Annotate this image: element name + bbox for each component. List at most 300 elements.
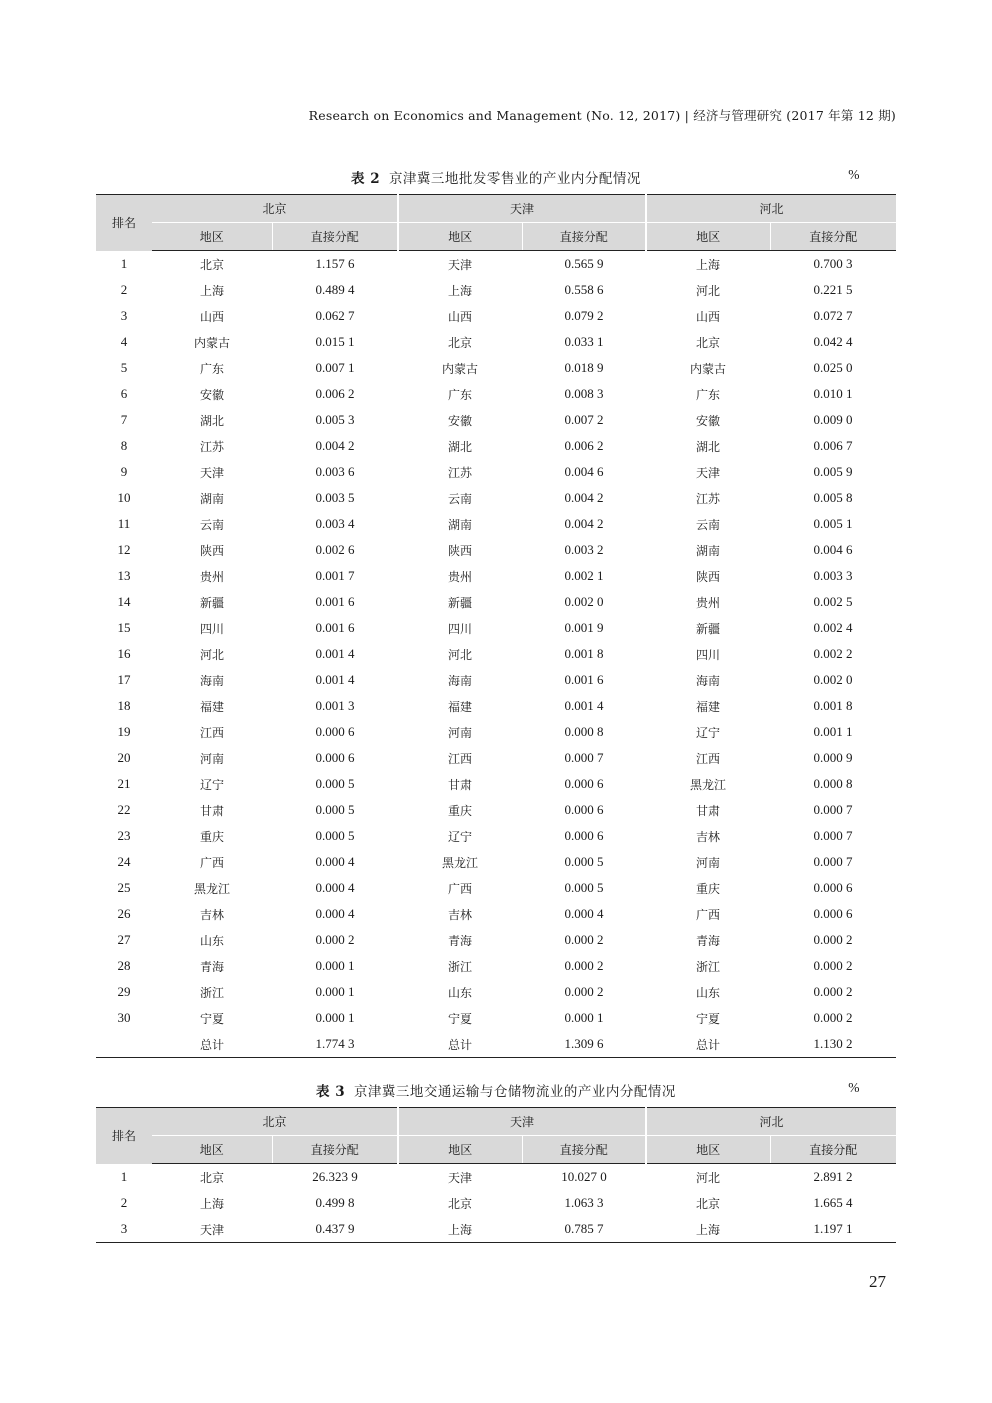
beijing-region-cell: 黑龙江 [193, 881, 230, 896]
rank-header: 排名 [96, 195, 152, 251]
hebei-region-cell: 浙江 [696, 959, 721, 974]
tianjin-value-cell: 0.001 8 [564, 646, 604, 661]
table-row [96, 797, 896, 823]
table-row [96, 667, 896, 693]
beijing-value-cell: 0.003 5 [315, 490, 355, 505]
hebei-value-cell: 0.000 2 [813, 1010, 853, 1025]
hebei-value-cell: 0.000 7 [813, 854, 853, 869]
hebei-region-cell: 河南 [696, 855, 721, 870]
table-3-number: 表 3 [316, 1084, 346, 1100]
table-2-title: 京津冀三地批发零售业的产业内分配情况 [388, 171, 641, 187]
rank-cell: 12 [117, 542, 131, 557]
rank-header: 排名 [96, 1108, 152, 1164]
hebei-value-cell: 0.006 7 [813, 438, 853, 453]
beijing-value-cell: 0.001 4 [315, 672, 355, 687]
table-row [96, 303, 896, 329]
region-header: 地区 [646, 1136, 770, 1164]
table-row [96, 927, 896, 953]
beijing-region-cell: 云南 [199, 517, 224, 532]
table-2-caption [96, 167, 896, 187]
tianjin-region-cell: 宁夏 [448, 1011, 473, 1026]
table-3 [96, 1107, 896, 1243]
hebei-region-cell: 黑龙江 [690, 777, 727, 792]
direct-allocation-header: 直接分配 [522, 1136, 646, 1164]
beijing-value-cell: 0.001 3 [315, 698, 355, 713]
beijing-value-cell: 0.003 6 [315, 464, 355, 479]
hebei-region-cell: 云南 [696, 517, 721, 532]
tianjin-value-cell: 0.001 9 [564, 620, 604, 635]
rank-cell: 10 [117, 490, 131, 505]
table-row [96, 407, 896, 433]
tianjin-value-cell: 0.002 1 [564, 568, 604, 583]
hebei-value-cell: 0.010 1 [813, 386, 853, 401]
tianjin-value-cell: 0.007 2 [564, 412, 604, 427]
hebei-value-cell: 0.005 1 [813, 516, 853, 531]
hebei-region-cell: 山东 [696, 985, 721, 1000]
rank-cell: 22 [117, 802, 131, 817]
hebei-region-cell: 河北 [696, 1170, 721, 1185]
beijing-region-cell: 广西 [199, 855, 224, 870]
beijing-region-cell: 北京 [199, 1170, 224, 1185]
hebei-region-cell: 青海 [696, 933, 721, 948]
tianjin-region-cell: 北京 [448, 335, 473, 350]
table-row [96, 433, 896, 459]
beijing-region-cell: 湖南 [199, 491, 224, 506]
table-row [96, 719, 896, 745]
tianjin-region-cell: 广西 [448, 881, 473, 896]
tianjin-value-cell: 0.000 4 [564, 906, 604, 921]
beijing-region-cell: 甘肃 [199, 803, 224, 818]
beijing-value-cell: 0.489 4 [315, 282, 355, 297]
table-row [96, 641, 896, 667]
hebei-region-cell: 广西 [696, 907, 721, 922]
beijing-region-cell: 浙江 [199, 985, 224, 1000]
hebei-value-cell: 1.130 2 [770, 1031, 896, 1058]
direct-allocation-header: 直接分配 [770, 1136, 896, 1164]
beijing-region-cell: 上海 [199, 283, 224, 298]
hebei-value-cell: 0.000 2 [813, 984, 853, 999]
table-row [96, 381, 896, 407]
tianjin-region-cell: 江苏 [448, 465, 473, 480]
direct-allocation-header: 直接分配 [522, 223, 646, 251]
rank-cell: 25 [117, 880, 131, 895]
rank-cell: 11 [117, 516, 131, 531]
hebei-region-cell: 四川 [696, 647, 721, 662]
hebei-region-cell: 广东 [696, 387, 721, 402]
tianjin-value-cell: 0.001 4 [564, 698, 604, 713]
hebei-value-cell: 2.891 2 [813, 1169, 853, 1184]
beijing-region-cell: 广东 [199, 361, 224, 376]
hebei-value-cell: 0.009 0 [813, 412, 853, 427]
tianjin-region-cell: 山西 [448, 309, 473, 324]
hebei-region-cell: 山西 [696, 309, 721, 324]
page-number: 27 [869, 1272, 886, 1291]
tianjin-region-cell: 四川 [448, 621, 473, 636]
rank-cell: 14 [117, 594, 131, 609]
tianjin-region-cell: 安徽 [448, 413, 473, 428]
tianjin-region-cell: 云南 [448, 491, 473, 506]
hebei-region-cell: 贵州 [696, 595, 721, 610]
beijing-region-cell: 吉林 [199, 907, 224, 922]
tianjin-region-cell: 湖北 [448, 439, 473, 454]
beijing-value-cell: 0.005 3 [315, 412, 355, 427]
tianjin-value-cell: 0.002 0 [564, 594, 604, 609]
table-row [96, 277, 896, 303]
rank-cell [96, 1031, 152, 1058]
running-head: Research on Economics and Management (No. 12, 2017) | 经济与管理研究 (2017 年第 12 期) [308, 108, 896, 123]
hebei-value-cell: 0.000 9 [813, 750, 853, 765]
tianjin-value-cell: 0.000 6 [564, 802, 604, 817]
tianjin-value-cell: 0.000 6 [564, 776, 604, 791]
hebei-value-cell: 0.000 6 [813, 880, 853, 895]
hebei-region-cell: 陕西 [696, 569, 721, 584]
rank-cell: 18 [117, 698, 131, 713]
tianjin-value-cell: 0.001 6 [564, 672, 604, 687]
tianjin-value-cell: 0.785 7 [522, 1216, 646, 1243]
tianjin-value-cell: 0.000 7 [564, 750, 604, 765]
beijing-region-cell: 辽宁 [199, 777, 224, 792]
tianjin-value-cell: 1.309 6 [522, 1031, 646, 1058]
beijing-value-cell: 1.157 6 [315, 256, 355, 271]
table-row [96, 459, 896, 485]
table-row [96, 1031, 896, 1058]
tianjin-region-cell: 吉林 [448, 907, 473, 922]
tianjin-value-cell: 1.063 3 [564, 1195, 604, 1210]
beijing-region-cell: 新疆 [199, 595, 224, 610]
hebei-value-cell: 0.005 9 [813, 464, 853, 479]
beijing-value-cell: 0.000 6 [315, 724, 355, 739]
group-header-tianjin: 天津 [398, 1108, 646, 1136]
rank-cell: 26 [117, 906, 131, 921]
hebei-value-cell: 0.000 2 [813, 958, 853, 973]
beijing-region-cell: 福建 [199, 699, 224, 714]
beijing-region-cell: 总计 [152, 1031, 272, 1058]
table-row [96, 823, 896, 849]
table-row [96, 485, 896, 511]
table-row [96, 979, 896, 1005]
table-row [96, 251, 896, 278]
beijing-value-cell: 0.000 1 [315, 984, 355, 999]
table-row [96, 537, 896, 563]
hebei-value-cell: 0.700 3 [813, 256, 853, 271]
tianjin-value-cell: 0.018 9 [564, 360, 604, 375]
rank-cell: 29 [117, 984, 131, 999]
rank-cell: 27 [117, 932, 131, 947]
tianjin-region-cell: 上海 [398, 1216, 522, 1243]
table-row [96, 563, 896, 589]
hebei-region-cell: 福建 [696, 699, 721, 714]
beijing-region-cell: 安徽 [199, 387, 224, 402]
rank-cell: 30 [117, 1010, 131, 1025]
beijing-region-cell: 贵州 [199, 569, 224, 584]
rank-cell: 1 [120, 1168, 128, 1184]
rank-cell: 3 [96, 1216, 152, 1243]
tianjin-region-cell: 内蒙古 [442, 361, 479, 376]
table-row [96, 1164, 896, 1191]
tianjin-region-cell: 上海 [448, 283, 473, 298]
tianjin-value-cell: 0.008 3 [564, 386, 604, 401]
hebei-value-cell: 0.002 2 [813, 646, 853, 661]
tianjin-value-cell: 0.000 2 [564, 984, 604, 999]
hebei-region-cell: 上海 [696, 257, 721, 272]
tianjin-value-cell: 0.000 6 [564, 828, 604, 843]
tianjin-region-cell: 辽宁 [448, 829, 473, 844]
beijing-value-cell: 0.000 4 [315, 906, 355, 921]
beijing-region-cell: 四川 [199, 621, 224, 636]
tianjin-value-cell: 0.000 8 [564, 724, 604, 739]
tianjin-value-cell: 10.027 0 [561, 1169, 607, 1184]
tianjin-region-cell: 广东 [448, 387, 473, 402]
table-row [96, 953, 896, 979]
hebei-region-cell: 内蒙古 [690, 361, 727, 376]
rank-cell: 1 [120, 255, 128, 271]
hebei-region-cell: 总计 [646, 1031, 770, 1058]
hebei-value-cell: 0.003 3 [813, 568, 853, 583]
beijing-region-cell: 陕西 [199, 543, 224, 558]
tianjin-region-cell: 新疆 [448, 595, 473, 610]
table-row [96, 771, 896, 797]
hebei-region-cell: 重庆 [696, 881, 721, 896]
rank-cell: 21 [117, 776, 131, 791]
hebei-region-cell: 河北 [696, 283, 721, 298]
hebei-region-cell: 吉林 [696, 829, 721, 844]
beijing-region-cell: 上海 [199, 1196, 224, 1211]
hebei-value-cell: 0.042 4 [813, 334, 853, 349]
hebei-value-cell: 1.197 1 [770, 1216, 896, 1243]
rank-cell: 6 [120, 386, 128, 401]
beijing-region-cell: 山东 [199, 933, 224, 948]
hebei-value-cell: 0.002 4 [813, 620, 853, 635]
tianjin-value-cell: 0.003 2 [564, 542, 604, 557]
region-header: 地区 [646, 223, 770, 251]
tianjin-value-cell: 0.079 2 [564, 308, 604, 323]
region-header: 地区 [398, 1136, 522, 1164]
hebei-value-cell: 0.000 8 [813, 776, 853, 791]
beijing-value-cell: 0.015 1 [315, 334, 355, 349]
table-row [96, 589, 896, 615]
beijing-region-cell: 天津 [152, 1216, 272, 1243]
tianjin-region-cell: 江西 [448, 751, 473, 766]
beijing-value-cell: 0.006 2 [315, 386, 355, 401]
tianjin-value-cell: 0.000 1 [564, 1010, 604, 1025]
hebei-region-cell: 甘肃 [696, 803, 721, 818]
tianjin-value-cell: 0.000 5 [564, 854, 604, 869]
hebei-value-cell: 0.221 5 [813, 282, 853, 297]
hebei-region-cell: 新疆 [696, 621, 721, 636]
tianjin-region-cell: 北京 [448, 1196, 473, 1211]
hebei-region-cell: 北京 [696, 335, 721, 350]
table-row [96, 511, 896, 537]
beijing-value-cell: 0.002 6 [315, 542, 355, 557]
rank-cell: 8 [120, 438, 128, 453]
rank-cell: 17 [117, 672, 131, 687]
table-row [96, 1005, 896, 1031]
table-row [96, 875, 896, 901]
direct-allocation-header: 直接分配 [272, 223, 398, 251]
beijing-value-cell: 0.000 1 [315, 1010, 355, 1025]
tianjin-region-cell: 福建 [448, 699, 473, 714]
rank-cell: 28 [117, 958, 131, 973]
rank-cell: 16 [117, 646, 131, 661]
rank-cell: 23 [117, 828, 131, 843]
hebei-value-cell: 0.002 0 [813, 672, 853, 687]
tianjin-value-cell: 0.000 2 [564, 958, 604, 973]
beijing-value-cell: 0.000 5 [315, 776, 355, 791]
hebei-value-cell: 0.005 8 [813, 490, 853, 505]
hebei-region-cell: 宁夏 [696, 1011, 721, 1026]
group-header-hebei: 河北 [646, 195, 896, 223]
beijing-region-cell: 内蒙古 [193, 335, 230, 350]
table-2-number: 表 2 [351, 171, 381, 187]
beijing-value-cell: 0.001 7 [315, 568, 355, 583]
tianjin-region-cell: 贵州 [448, 569, 473, 584]
group-header-tianjin: 天津 [398, 195, 646, 223]
table-row [96, 355, 896, 381]
rank-cell: 24 [117, 854, 131, 869]
hebei-value-cell: 0.002 5 [813, 594, 853, 609]
hebei-value-cell: 0.000 2 [813, 932, 853, 947]
beijing-value-cell: 0.437 9 [272, 1216, 398, 1243]
hebei-value-cell: 1.665 4 [813, 1195, 853, 1210]
hebei-value-cell: 0.025 0 [813, 360, 853, 375]
beijing-value-cell: 26.323 9 [312, 1169, 358, 1184]
hebei-region-cell: 湖南 [696, 543, 721, 558]
hebei-region-cell: 江苏 [696, 491, 721, 506]
rank-cell: 9 [120, 464, 128, 479]
hebei-region-cell: 天津 [696, 465, 721, 480]
hebei-region-cell: 安徽 [696, 413, 721, 428]
tianjin-region-cell: 湖南 [448, 517, 473, 532]
beijing-value-cell: 0.001 4 [315, 646, 355, 661]
rank-cell: 3 [120, 308, 128, 323]
hebei-region-cell: 海南 [696, 673, 721, 688]
rank-cell: 7 [120, 412, 128, 427]
table-row [96, 849, 896, 875]
beijing-value-cell: 0.003 4 [315, 516, 355, 531]
tianjin-region-cell: 河北 [448, 647, 473, 662]
tianjin-region-cell: 陕西 [448, 543, 473, 558]
group-header-beijing: 北京 [152, 1108, 398, 1136]
tianjin-value-cell: 0.033 1 [564, 334, 604, 349]
region-header: 地区 [152, 1136, 272, 1164]
hebei-region-cell: 上海 [646, 1216, 770, 1243]
hebei-value-cell: 0.001 1 [813, 724, 853, 739]
rank-cell: 15 [117, 620, 131, 635]
beijing-value-cell: 0.001 6 [315, 594, 355, 609]
table-row [96, 615, 896, 641]
table-row [96, 901, 896, 927]
direct-allocation-header: 直接分配 [272, 1136, 398, 1164]
tianjin-value-cell: 0.004 2 [564, 516, 604, 531]
region-header: 地区 [398, 223, 522, 251]
beijing-value-cell: 0.062 7 [315, 308, 355, 323]
hebei-value-cell: 0.000 7 [813, 828, 853, 843]
beijing-region-cell: 重庆 [199, 829, 224, 844]
hebei-region-cell: 江西 [696, 751, 721, 766]
tianjin-region-cell: 山东 [448, 985, 473, 1000]
hebei-value-cell: 0.001 8 [813, 698, 853, 713]
beijing-value-cell: 0.000 2 [315, 932, 355, 947]
beijing-value-cell: 0.000 4 [315, 854, 355, 869]
table-row [96, 693, 896, 719]
tianjin-region-cell: 河南 [448, 725, 473, 740]
beijing-value-cell: 0.000 1 [315, 958, 355, 973]
table-row [96, 1216, 896, 1243]
hebei-region-cell: 湖北 [696, 439, 721, 454]
beijing-region-cell: 河南 [199, 751, 224, 766]
beijing-region-cell: 河北 [199, 647, 224, 662]
rank-cell: 19 [117, 724, 131, 739]
group-header-hebei: 河北 [646, 1108, 896, 1136]
table-2-unit: % [848, 167, 860, 182]
beijing-value-cell: 0.000 5 [315, 802, 355, 817]
tianjin-region-cell: 重庆 [448, 803, 473, 818]
tianjin-region-cell: 天津 [448, 1170, 473, 1185]
beijing-region-cell: 宁夏 [199, 1011, 224, 1026]
tianjin-value-cell: 0.006 2 [564, 438, 604, 453]
hebei-value-cell: 0.000 6 [813, 906, 853, 921]
tianjin-region-cell: 天津 [448, 257, 473, 272]
rank-cell: 20 [117, 750, 131, 765]
tianjin-region-cell: 甘肃 [448, 777, 473, 792]
table-row [96, 329, 896, 355]
table-row [96, 745, 896, 771]
beijing-region-cell: 江苏 [199, 439, 224, 454]
beijing-value-cell: 0.007 1 [315, 360, 355, 375]
beijing-region-cell: 天津 [199, 465, 224, 480]
beijing-value-cell: 0.000 4 [315, 880, 355, 895]
beijing-value-cell: 0.004 2 [315, 438, 355, 453]
hebei-region-cell: 北京 [696, 1196, 721, 1211]
rank-cell: 2 [120, 1195, 128, 1210]
hebei-value-cell: 0.072 7 [813, 308, 853, 323]
tianjin-value-cell: 0.558 6 [564, 282, 604, 297]
hebei-region-cell: 辽宁 [696, 725, 721, 740]
group-header-beijing: 北京 [152, 195, 398, 223]
beijing-region-cell: 海南 [199, 673, 224, 688]
table-3-unit: % [848, 1080, 860, 1095]
tianjin-value-cell: 0.000 2 [564, 932, 604, 947]
rank-cell: 4 [120, 334, 128, 349]
tianjin-region-cell: 总计 [398, 1031, 522, 1058]
beijing-value-cell: 0.499 8 [315, 1195, 355, 1210]
beijing-region-cell: 江西 [199, 725, 224, 740]
beijing-value-cell: 0.001 6 [315, 620, 355, 635]
tianjin-region-cell: 海南 [448, 673, 473, 688]
rank-cell: 13 [117, 568, 131, 583]
beijing-region-cell: 山西 [199, 309, 224, 324]
table-row [96, 1190, 896, 1216]
rank-cell: 2 [120, 282, 128, 297]
beijing-region-cell: 北京 [199, 257, 224, 272]
rank-cell: 5 [120, 360, 128, 375]
hebei-value-cell: 0.000 7 [813, 802, 853, 817]
table-3-caption [96, 1080, 896, 1100]
tianjin-value-cell: 0.000 5 [564, 880, 604, 895]
tianjin-region-cell: 浙江 [448, 959, 473, 974]
region-header: 地区 [152, 223, 272, 251]
direct-allocation-header: 直接分配 [770, 223, 896, 251]
table-2 [96, 194, 896, 1058]
table-3-title: 京津冀三地交通运输与仓储物流业的产业内分配情况 [353, 1084, 676, 1100]
tianjin-value-cell: 0.565 9 [564, 256, 604, 271]
beijing-region-cell: 湖北 [199, 413, 224, 428]
tianjin-value-cell: 0.004 2 [564, 490, 604, 505]
beijing-value-cell: 0.000 5 [315, 828, 355, 843]
tianjin-region-cell: 青海 [448, 933, 473, 948]
hebei-value-cell: 0.004 6 [813, 542, 853, 557]
tianjin-region-cell: 黑龙江 [442, 855, 479, 870]
